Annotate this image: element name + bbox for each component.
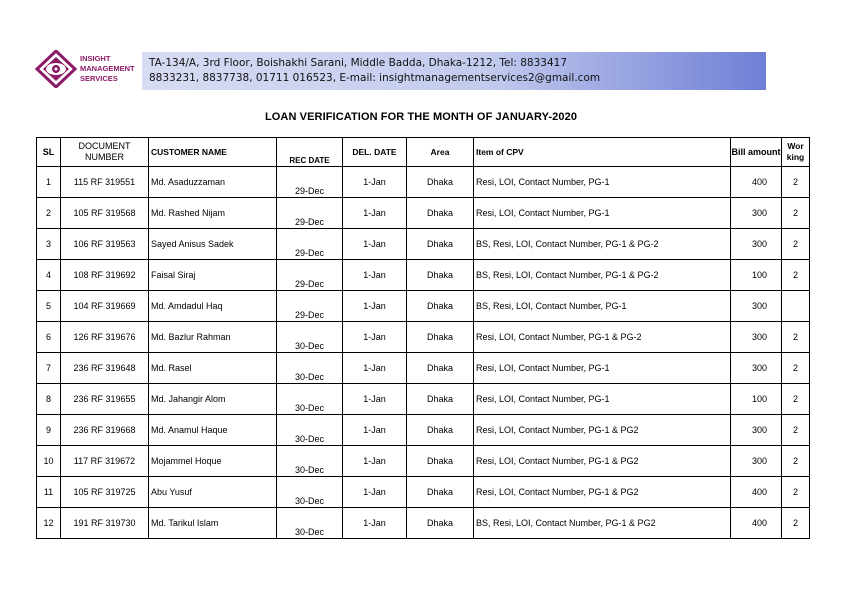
cell-bill-amount: 400 [731, 167, 782, 198]
cell-document-number: 236 RF 319648 [61, 353, 149, 384]
cell-area: Dhaka [407, 167, 474, 198]
cell-del-date: 1-Jan [343, 415, 407, 446]
cell-customer-name: Md. Amdadul Haq [149, 291, 277, 322]
cell-bill-amount: 300 [731, 229, 782, 260]
cell-item-of-cpv: BS, Resi, LOI, Contact Number, PG-1 & PG-2 [474, 260, 731, 291]
header-rec-date: REC DATE [277, 138, 343, 167]
eye-diamond-logo-icon [34, 50, 78, 88]
table-row [37, 260, 810, 291]
cell-del-date: 1-Jan [343, 198, 407, 229]
cell-sl: 7 [37, 353, 61, 384]
cell-working: 2 [782, 229, 810, 260]
loan-verification-table [36, 137, 810, 539]
header-doc-line: NUMBER [84, 152, 124, 162]
cell-sl: 5 [37, 291, 61, 322]
cell-rec-date: 29-Dec [277, 260, 343, 291]
cell-sl: 1 [37, 167, 61, 198]
cell-customer-name: Abu Yusuf [149, 477, 277, 508]
cell-customer-name: Md. Jahangir Alom [149, 384, 277, 415]
cell-customer-name: Mojammel Hoque [149, 446, 277, 477]
cell-sl: 4 [37, 260, 61, 291]
cell-sl: 9 [37, 415, 61, 446]
header-sl: SL [37, 138, 61, 167]
cell-del-date: 1-Jan [343, 446, 407, 477]
cell-rec-date: 29-Dec [277, 167, 343, 198]
cell-area: Dhaka [407, 477, 474, 508]
cell-working: 2 [782, 198, 810, 229]
cell-rec-date: 30-Dec [277, 477, 343, 508]
table-row [37, 415, 810, 446]
cell-working: 2 [782, 353, 810, 384]
cell-document-number: 105 RF 319725 [61, 477, 149, 508]
cell-area: Dhaka [407, 415, 474, 446]
cell-del-date: 1-Jan [343, 477, 407, 508]
cell-item-of-cpv: Resi, LOI, Contact Number, PG-1 & PG2 [474, 446, 731, 477]
cell-bill-amount: 400 [731, 477, 782, 508]
cell-rec-date: 29-Dec [277, 229, 343, 260]
cell-del-date: 1-Jan [343, 229, 407, 260]
cell-customer-name: Md. Rasel [149, 353, 277, 384]
cell-item-of-cpv: Resi, LOI, Contact Number, PG-1 & PG2 [474, 415, 731, 446]
cell-del-date: 1-Jan [343, 508, 407, 539]
cell-customer-name: Faisal Siraj [149, 260, 277, 291]
cell-area: Dhaka [407, 198, 474, 229]
company-logo [30, 46, 142, 92]
header-del-date: DEL. DATE [343, 138, 407, 167]
cell-customer-name: Md. Rashed Nijam [149, 198, 277, 229]
table-row [37, 477, 810, 508]
cell-bill-amount: 300 [731, 353, 782, 384]
logo-text [80, 54, 150, 84]
cell-rec-date: 30-Dec [277, 322, 343, 353]
cell-bill-amount: 300 [731, 446, 782, 477]
cell-rec-date: 30-Dec [277, 353, 343, 384]
header-document-number [61, 138, 149, 167]
cell-document-number: 104 RF 319669 [61, 291, 149, 322]
cell-rec-date: 29-Dec [277, 198, 343, 229]
cell-del-date: 1-Jan [343, 291, 407, 322]
cell-item-of-cpv: Resi, LOI, Contact Number, PG-1 & PG-2 [474, 322, 731, 353]
cell-working: 2 [782, 446, 810, 477]
cell-sl: 8 [37, 384, 61, 415]
header-item-of-cpv: Item of CPV [474, 138, 731, 167]
table-row [37, 384, 810, 415]
table-row [37, 508, 810, 539]
cell-customer-name: Md. Anamul Haque [149, 415, 277, 446]
cell-item-of-cpv: Resi, LOI, Contact Number, PG-1 [474, 167, 731, 198]
letterhead [30, 46, 768, 92]
cell-working: 2 [782, 167, 810, 198]
table-row [37, 322, 810, 353]
cell-del-date: 1-Jan [343, 260, 407, 291]
table-row [37, 353, 810, 384]
cell-item-of-cpv: BS, Resi, LOI, Contact Number, PG-1 & PG-2 [474, 229, 731, 260]
cell-working: 2 [782, 415, 810, 446]
cell-item-of-cpv: Resi, LOI, Contact Number, PG-1 [474, 198, 731, 229]
cell-sl: 3 [37, 229, 61, 260]
cell-sl: 11 [37, 477, 61, 508]
cell-area: Dhaka [407, 384, 474, 415]
cell-document-number: 126 RF 319676 [61, 322, 149, 353]
cell-sl: 10 [37, 446, 61, 477]
cell-bill-amount: 300 [731, 322, 782, 353]
address-line: TA-134/A, 3rd Floor, Boishakhi Sarani, Middle Badda, Dhaka-1212, Tel: 8833417 [149, 57, 568, 69]
header-bill-amount: Bill amount [731, 138, 782, 167]
logo-line: INSIGHT [80, 54, 111, 63]
cell-sl: 2 [37, 198, 61, 229]
cell-area: Dhaka [407, 260, 474, 291]
table-row [37, 229, 810, 260]
cell-area: Dhaka [407, 353, 474, 384]
cell-sl: 12 [37, 508, 61, 539]
cell-item-of-cpv: BS, Resi, LOI, Contact Number, PG-1 & PG2 [474, 508, 731, 539]
cell-rec-date: 30-Dec [277, 446, 343, 477]
cell-del-date: 1-Jan [343, 384, 407, 415]
cell-bill-amount: 400 [731, 508, 782, 539]
cell-rec-date: 30-Dec [277, 384, 343, 415]
table-row [37, 291, 810, 322]
cell-working [782, 291, 810, 322]
cell-document-number: 236 RF 319668 [61, 415, 149, 446]
cell-sl: 6 [37, 322, 61, 353]
cell-del-date: 1-Jan [343, 353, 407, 384]
cell-rec-date: 29-Dec [277, 291, 343, 322]
cell-bill-amount: 300 [731, 415, 782, 446]
cell-area: Dhaka [407, 291, 474, 322]
table-header-row [37, 138, 810, 167]
cell-working: 2 [782, 384, 810, 415]
cell-customer-name: Md. Bazlur Rahman [149, 322, 277, 353]
cell-rec-date: 30-Dec [277, 508, 343, 539]
cell-document-number: 108 RF 319692 [61, 260, 149, 291]
cell-bill-amount: 100 [731, 384, 782, 415]
cell-bill-amount: 300 [731, 198, 782, 229]
table-row [37, 446, 810, 477]
address-band [142, 52, 766, 90]
cell-del-date: 1-Jan [343, 322, 407, 353]
cell-working: 2 [782, 508, 810, 539]
header-working-line: Wor [787, 141, 804, 151]
cell-document-number: 115 RF 319551 [61, 167, 149, 198]
page-title: LOAN VERIFICATION FOR THE MONTH OF JANUARY-2020 [264, 111, 578, 123]
header-customer-name: CUSTOMER NAME [149, 138, 277, 167]
cell-bill-amount: 100 [731, 260, 782, 291]
cell-working: 2 [782, 477, 810, 508]
logo-line: SERVICES [80, 74, 118, 83]
cell-document-number: 236 RF 319655 [61, 384, 149, 415]
cell-item-of-cpv: Resi, LOI, Contact Number, PG-1 [474, 384, 731, 415]
cell-document-number: 106 RF 319563 [61, 229, 149, 260]
cell-customer-name: Md. Asaduzzaman [149, 167, 277, 198]
company-address [149, 56, 600, 86]
cell-area: Dhaka [407, 229, 474, 260]
table-row [37, 167, 810, 198]
cell-item-of-cpv: Resi, LOI, Contact Number, PG-1 [474, 353, 731, 384]
header-working-line: king [786, 152, 805, 162]
header-working [782, 138, 810, 167]
cell-area: Dhaka [407, 322, 474, 353]
cell-document-number: 191 RF 319730 [61, 508, 149, 539]
cell-document-number: 117 RF 319672 [61, 446, 149, 477]
cell-area: Dhaka [407, 508, 474, 539]
cell-customer-name: Md. Tarikul Islam [149, 508, 277, 539]
cell-rec-date: 30-Dec [277, 415, 343, 446]
address-line: 8833231, 8837738, 01711 016523, E-mail: insightmanagementservices2@gmail.com [149, 72, 601, 84]
cell-item-of-cpv: BS, Resi, LOI, Contact Number, PG-1 [474, 291, 731, 322]
cell-area: Dhaka [407, 446, 474, 477]
cell-document-number: 105 RF 319568 [61, 198, 149, 229]
cell-customer-name: Sayed Anisus Sadek [149, 229, 277, 260]
cell-del-date: 1-Jan [343, 167, 407, 198]
cell-working: 2 [782, 260, 810, 291]
header-area: Area [407, 138, 474, 167]
cell-item-of-cpv: Resi, LOI, Contact Number, PG-1 & PG2 [474, 477, 731, 508]
cell-working: 2 [782, 322, 810, 353]
logo-line: MANAGEMENT [80, 64, 135, 73]
header-doc-line: DOCUMENT [78, 141, 131, 151]
cell-bill-amount: 300 [731, 291, 782, 322]
table-body [37, 167, 810, 539]
table-row [37, 198, 810, 229]
